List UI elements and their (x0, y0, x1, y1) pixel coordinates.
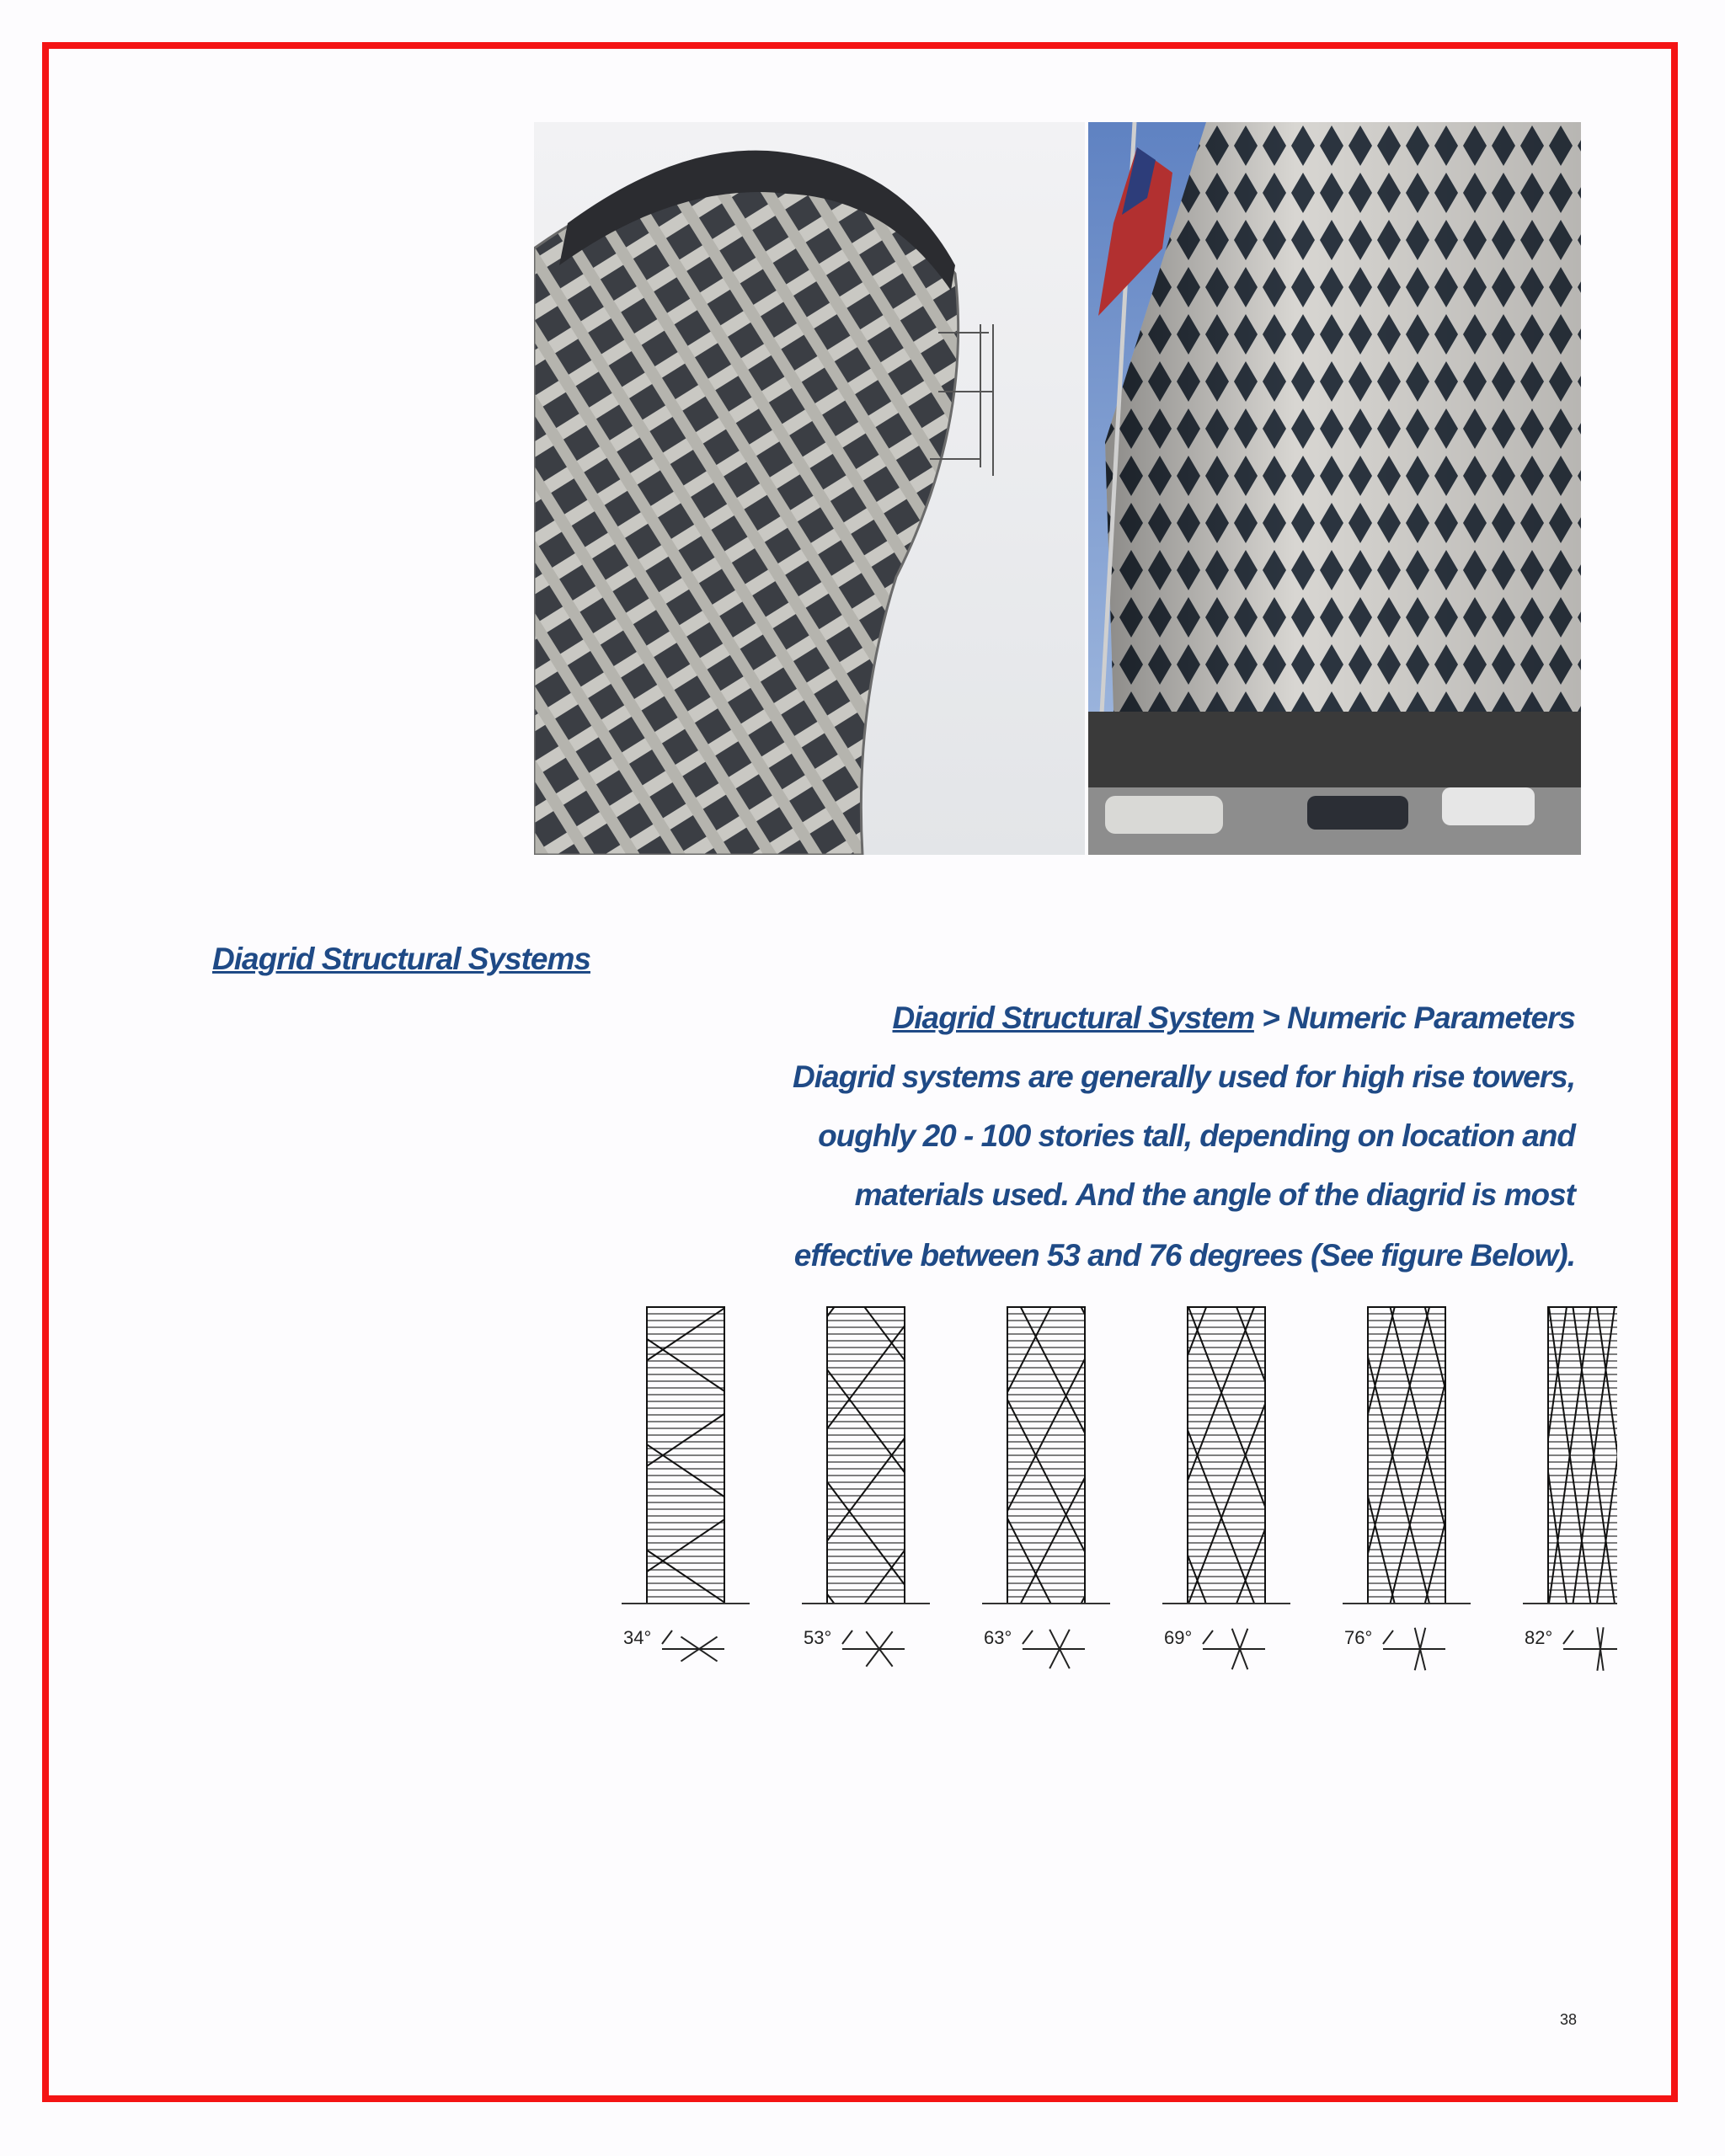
angle-label: 53° (804, 1627, 832, 1648)
angle-symbol (1563, 1627, 1617, 1670)
angle-label: 82° (1525, 1627, 1553, 1648)
breadcrumb (893, 1001, 1576, 1036)
angle-symbol (842, 1630, 905, 1667)
angle-symbol (1383, 1628, 1445, 1670)
angle-symbol (1023, 1630, 1085, 1668)
tower-diagram (1216, 1307, 1568, 1670)
angle-label: 69° (1164, 1627, 1193, 1648)
body-text-line: Diagrid systems are generally used for high rise towers, (793, 1059, 1575, 1094)
angle-label: 76° (1344, 1627, 1373, 1648)
page-number: 38 (1560, 2011, 1578, 2028)
angle-symbol (1203, 1629, 1265, 1670)
tower-diagram (606, 1307, 1509, 1662)
angle-symbol (662, 1630, 724, 1662)
breadcrumb-link[interactable]: Diagrid Structural System (892, 1001, 1254, 1035)
body-text-line: effective between 53 and 76 degrees (See figure Below). (793, 1238, 1575, 1273)
angle-label: 63° (984, 1627, 1012, 1648)
concrete-diagrid-tower-photo (534, 122, 1085, 855)
body-text-line: materials used. And the angle of the diagrid is most (854, 1177, 1575, 1212)
section-title-link[interactable]: Diagrid Structural Systems (212, 942, 590, 976)
body-text-line: oughly 20 - 100 stories tall, depending on location and (818, 1118, 1575, 1153)
tower-diagram (1429, 1307, 1617, 1671)
diamond-facade-building-photo (1088, 122, 1581, 855)
diagrid-angle-figure (606, 1297, 1617, 1684)
angle-label: 34° (623, 1627, 652, 1648)
breadcrumb-rest: > Numeric Parameters (1253, 1001, 1575, 1035)
